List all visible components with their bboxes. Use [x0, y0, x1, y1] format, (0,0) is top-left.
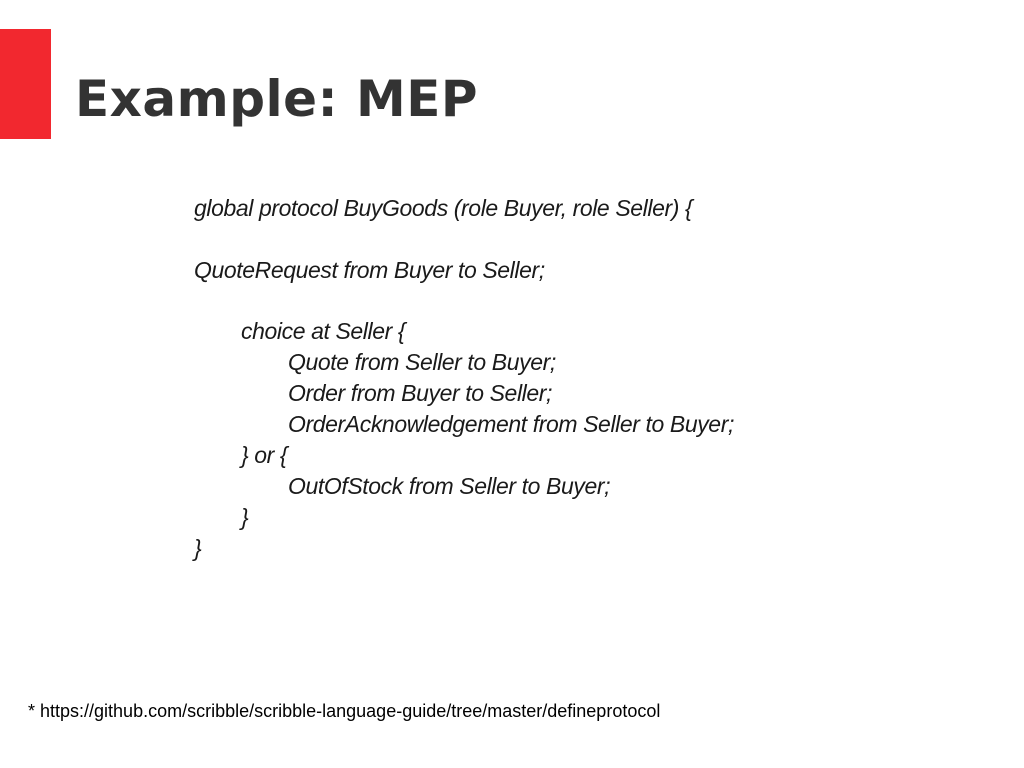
code-line-order-acknowledgement: OrderAcknowledgement from Seller to Buyer;: [288, 411, 734, 437]
code-line-protocol-header: global protocol BuyGoods (role Buyer, role Seller) {: [194, 195, 693, 221]
code-line-or: } or {: [241, 442, 288, 468]
code-line-order: Order from Buyer to Seller;: [288, 380, 553, 406]
footnote-reference: * https://github.com/scribble/scribble-language-guide/tree/master/defineprotocol: [28, 701, 661, 721]
slide-title: Example: MEP: [75, 70, 479, 128]
code-line-out-of-stock: OutOfStock from Seller to Buyer;: [288, 473, 611, 499]
code-line-protocol-close: }: [194, 535, 202, 561]
title-accent-bar: [0, 29, 51, 139]
code-line-choice-open: choice at Seller {: [241, 318, 406, 344]
code-line-quote-request: QuoteRequest from Buyer to Seller;: [194, 257, 545, 283]
code-line-quote: Quote from Seller to Buyer;: [288, 349, 556, 375]
code-line-choice-close: }: [241, 504, 249, 530]
